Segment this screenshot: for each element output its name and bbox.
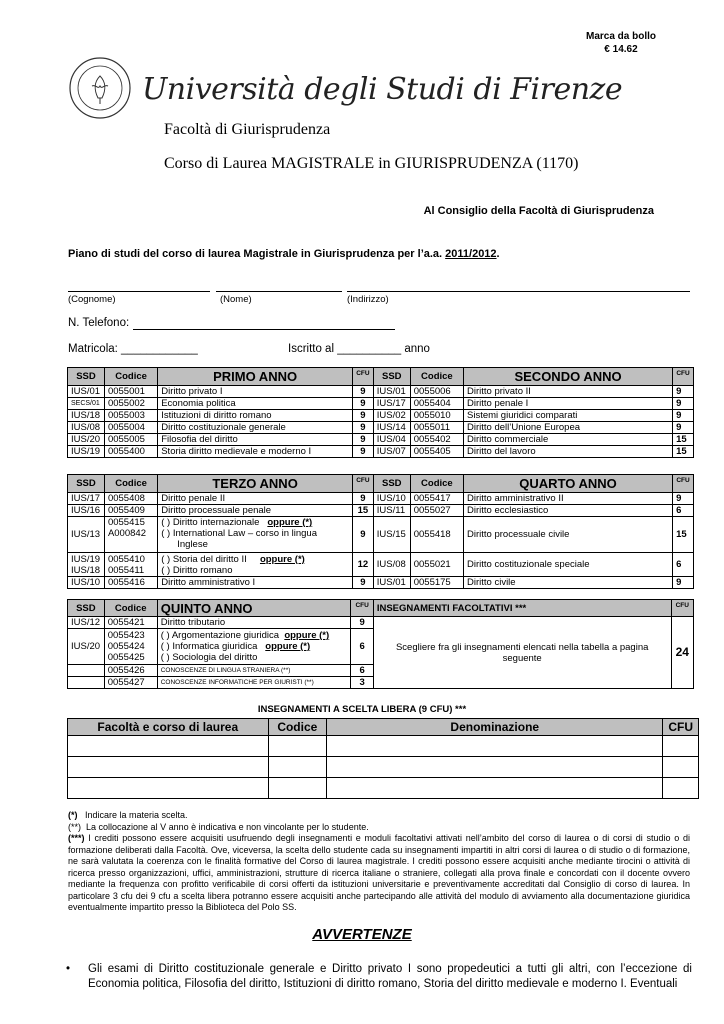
year1-title: PRIMO ANNO [158,368,353,386]
bullet-icon: • [66,963,71,975]
table-row: IUS/20 0055423 0055424 0055425 ( ) Argomentazione giuridica oppure (*) ( ) Informatica giuridica oppure (*) ( ) Sociologia del diritto 6 [68,629,694,665]
table-year5: SSD Codice QUINTO ANNO CFU INSEGNAMENTI FACOLTATIVI *** CFU IUS/12 0055421 Diritto tributario 9 Scegliere fra gli insegnamenti elencati nella tabella a pagina seguente 24 IUS/20 0055423 0055424 0055425 ( ) Argomentazione giuridica oppure (*) ( ) Informatica giuridica oppure (*) ( ) Sociologia del diritto 6 0055426 CONOSCENZE DI LINGUA STRANIERA (**) 6 0055427 CONOSCENZE INFORMATICHE PER GIURISTI (**) 3 [67,599,694,689]
table-row: IUS/12 0055421 Diritto tributario 9 Scegliere fra gli insegnamenti elencati nella tabella a pagina seguente 24 [68,617,694,629]
revenue-stamp-note [586,30,656,56]
year5-title: QUINTO ANNO [157,600,351,617]
year3-title: TERZO ANNO [158,475,353,493]
university-seal-icon [68,56,132,120]
optional-courses-title: INSEGNAMENTI FACOLTATIVI *** [373,600,671,617]
year4-title: QUARTO ANNO [464,475,673,493]
option-checkbox[interactable]: ( ) Argomentazione giuridica [160,630,280,641]
warnings-item: • Gli esami di Diritto costituzionale generale e Diritto privato I sono propedeutici a tutti gli altri, con l’eccezione di Economia politica, Filosofia del diritto, Istituzioni di diritto romano, Storia del diritto medievale e moderno I. Eventuali [66,963,692,990]
optional-courses-note: Scegliere fra gli insegnamenti elencati nella tabella a pagina seguente [373,617,671,689]
plan-title: Piano di studi del corso di laurea Magistrale in Giurisprudenza per l’a.a. 2011/2012. [68,248,500,260]
stamp-amount: € 14.62 [604,44,638,55]
option-checkbox[interactable]: ( ) International Law – corso in lingua [161,528,317,539]
table-row: 0055427 CONOSCENZE INFORMATICHE PER GIURISTI (**) 3 [68,677,694,689]
surname-label: (Cognome) [68,294,116,305]
table-row: IUS/01 0055001 Diritto privato I 9 IUS/01 0055006 Diritto privato II 9 [68,386,694,398]
table-year1-year2: SSD Codice PRIMO ANNO CFU SSD Codice SECONDO ANNO CFU IUS/01 0055001 Diritto privato I 9 IUS/01 0055006 Diritto privato II 9 SECS/01 0055002 Economia politica 9 IUS/17 0055404 Diritto penale I 9 IUS/18 0055003 Istituzioni di diritto romano 9 IUS/02 0055010 Sistemi giuridici comparati 9 IUS/08 0055004 Diritto costituzionale generale 9 IUS/14 0055011 Diritto dell’Unione Europea 9 IUS/20 0055005 Filosofia del diritto 9 IUS/04 0055402 Diritto commerciale 15 IUS/19 0055400 Storia diritto medievale e moderno I 9 IUS/07 0055405 Diritto del lavoro 15 [67,367,694,458]
name-label: (Nome) [220,294,252,305]
option-checkbox[interactable]: ( ) Informatica giuridica [160,641,258,652]
table-row: IUS/18 0055003 Istituzioni di diritto romano 9 IUS/02 0055010 Sistemi giuridici comparati 9 [68,410,694,422]
course-name: Corso di Laurea MAGISTRALE in GIURISPRUDENZA (1170) [164,155,579,172]
year2-title: SECONDO ANNO [464,368,673,386]
university-name: Università degli Studi di Firenze [142,72,623,107]
table-row[interactable] [68,778,699,799]
table-row: IUS/13 0055415 A000842 ( ) Diritto internazionale oppure (*) ( ) International Law – corso in lingua Inglese 9 IUS/15 0055418 Diritto processuale civile 15 [68,517,694,553]
table-year3-year4: SSD Codice TERZO ANNO CFU SSD Codice QUARTO ANNO CFU IUS/17 0055408 Diritto penale II 9 IUS/10 0055417 Diritto amministrativo II 9 IUS/16 0055409 Diritto processuale penale 15 IUS/11 0055027 Diritto ecclesiastico 6 IUS/13 0055415 A000842 ( ) Diritto internazionale oppure (*) ( ) International Law – corso in lingua Inglese 9 IUS/15 0055418 Diritto processuale civile 15 IUS/19 IUS/18 0055410 0055411 ( ) Storia del diritto II oppure (*) ( ) Diritto romano 12 IUS/08 0055021 Diritto costituzionale speciale 6 IUS/10 0055416 Diritto amministrativo I 9 IUS/01 0055175 Diritto civile 9 [67,474,694,589]
option-checkbox[interactable]: ( ) Diritto internazionale [161,517,260,528]
option-checkbox[interactable]: ( ) Diritto romano [161,564,233,576]
matricola-field[interactable]: Matricola: ____________ [68,343,198,355]
table-row[interactable] [68,757,699,778]
stamp-label: Marca da bollo [585,31,656,42]
phone-field[interactable] [133,329,395,330]
enrollment-year-field[interactable]: Iscritto al __________ anno [288,343,430,355]
table-row: IUS/16 0055409 Diritto processuale penale 15 IUS/11 0055027 Diritto ecclesiastico 6 [68,505,694,517]
free-choice-title: INSEGNAMENTI A SCELTA LIBERA (9 CFU) *** [257,704,467,715]
table-row: IUS/19 IUS/18 0055410 0055411 ( ) Storia del diritto II oppure (*) ( ) Diritto romano 12 IUS/08 0055021 Diritto costituzionale speciale 6 [68,553,694,577]
table-row[interactable] [68,736,699,757]
option-checkbox[interactable]: ( ) Storia del diritto II [161,553,247,565]
free-choice-table: Facoltà e corso di laurea Codice Denominazione CFU [67,718,699,799]
warnings-title: AVVERTENZE [312,926,412,943]
footnotes: (*) Indicare la materia scelta. (**) La collocazione al V anno è indicativa e non vincolante per lo studente. (***) I crediti possono essere acquisiti usufruendo degli insegnamenti e moduli facoltativi attivati nell’ambito del corso di laurea o di corsi di studio o di formazione deliberati dalla Facoltà. Ove, viceversa, la scelta dello studente cada su insegnamenti impartiti in altri corsi di laurea o di studio o di formazione, ne sarà valutata la coerenza con le finalità formative del Corso di laurea magistrale. I crediti possono essere acquisiti anche mediante tirocini o attività di ricerca presso organizzazioni, uffici, amministrazioni, strutture di ricerca italiane o straniere, collegati alla prova finale e concordati con il docente ovvero mediante la frequenza con profitto verificabile di corsi offerti da istituzioni universitarie e preventivamente accreditati dal Consiglio di corso di laurea. In particolare 3 cfu dei 9 cfu a scelta libera potranno essere acquisiti anche partecipando alle attività del modulo di avviamento alla documentazione giuridica eventualmente impartito presso la Biblioteca del Polo SS. [68,810,690,912]
table-row: IUS/17 0055408 Diritto penale II 9 IUS/10 0055417 Diritto amministrativo II 9 [68,493,694,505]
table-row: IUS/08 0055004 Diritto costituzionale generale 9 IUS/14 0055011 Diritto dell’Unione Europea 9 [68,422,694,434]
address-field[interactable] [347,291,690,292]
name-field[interactable] [216,291,342,292]
academic-year: 2011/2012 [445,248,497,260]
option-checkbox[interactable]: ( ) Sociologia del diritto [160,652,258,663]
addressee: Al Consiglio della Facoltà di Giurisprudenza [423,205,654,217]
surname-field[interactable] [68,291,210,292]
table-row: 0055426 CONOSCENZE DI LINGUA STRANIERA (**) 6 [68,665,694,677]
table-row: SECS/01 0055002 Economia politica 9 IUS/17 0055404 Diritto penale I 9 [68,398,694,410]
table-row: IUS/10 0055416 Diritto amministrativo I 9 IUS/01 0055175 Diritto civile 9 [68,577,694,589]
faculty-name: Facoltà di Giurisprudenza [164,121,331,138]
address-label: (Indirizzo) [347,294,389,305]
phone-label: N. Telefono: [68,317,130,329]
table-row: IUS/19 0055400 Storia diritto medievale e moderno I 9 IUS/07 0055405 Diritto del lavoro 15 [68,446,694,458]
table-row: IUS/20 0055005 Filosofia del diritto 9 IUS/04 0055402 Diritto commerciale 15 [68,434,694,446]
